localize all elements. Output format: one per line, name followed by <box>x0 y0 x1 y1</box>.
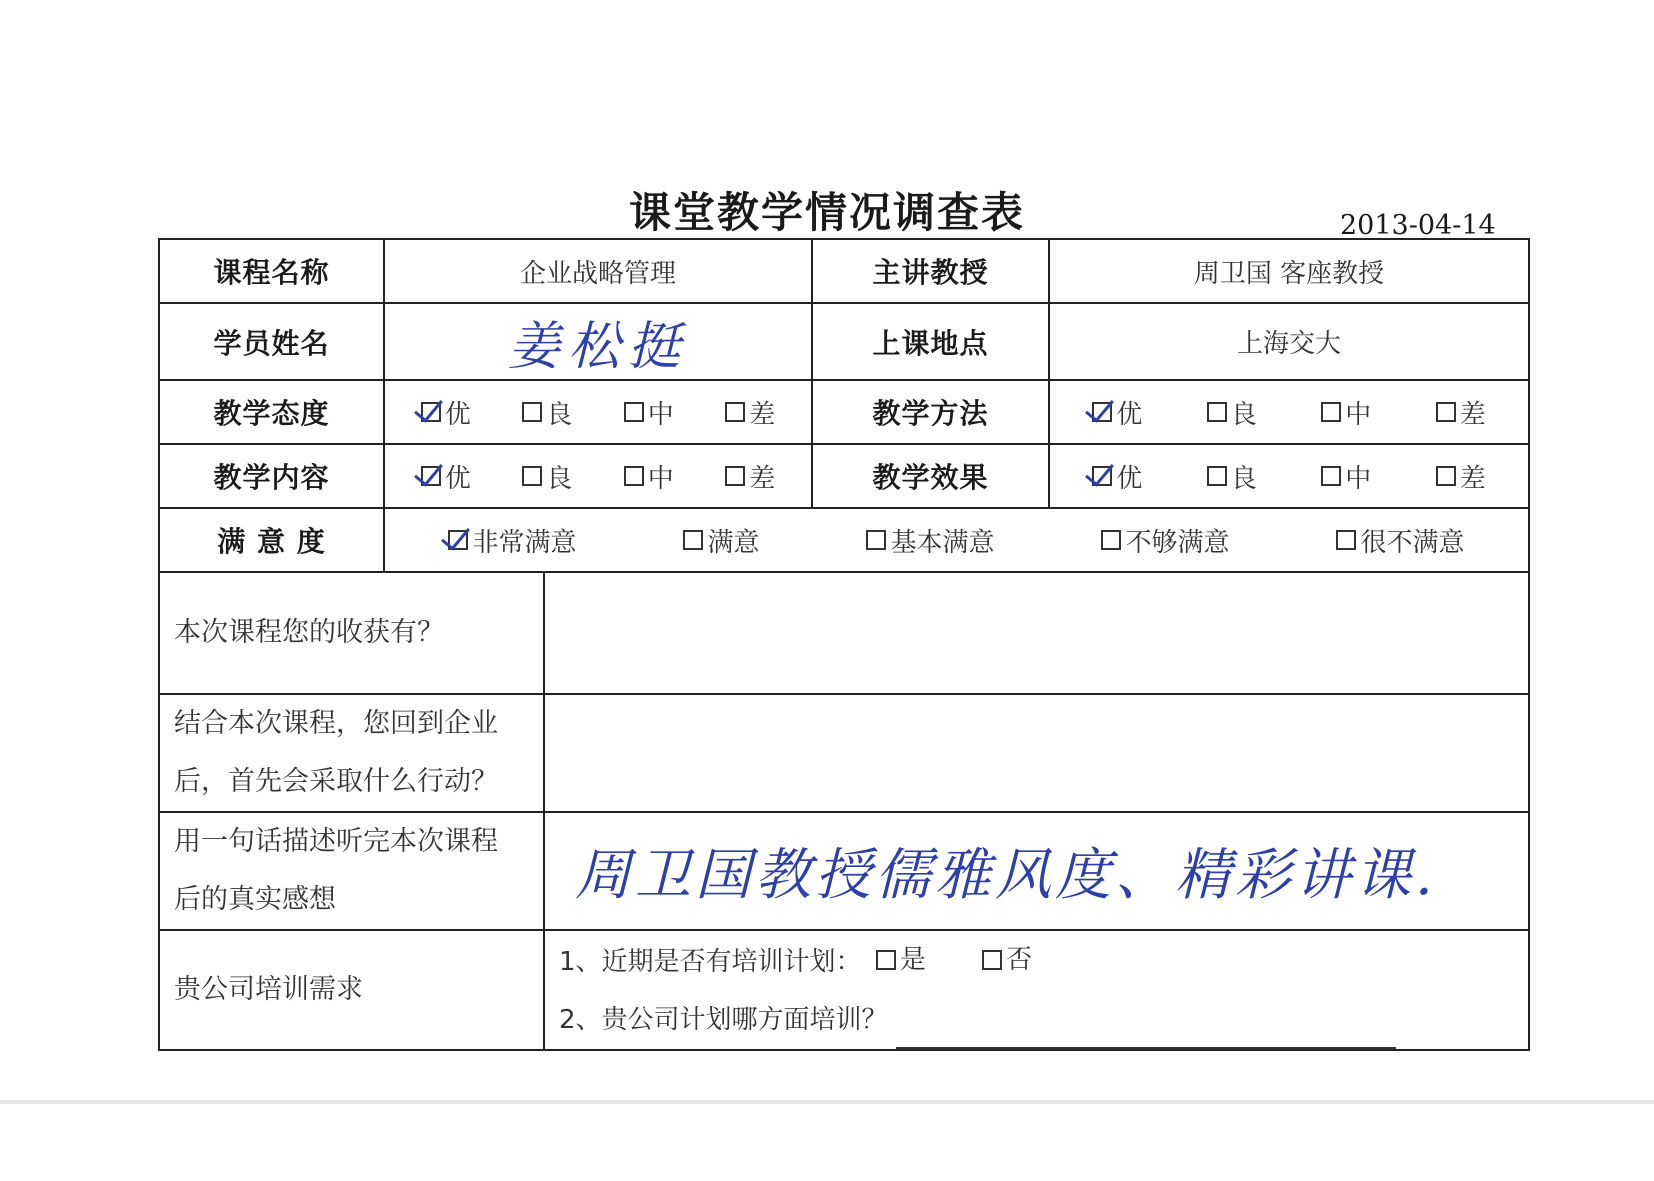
content-option[interactable] <box>421 458 471 495</box>
checkbox-icon <box>1207 466 1227 486</box>
checkbox-icon <box>624 402 644 422</box>
checkbox-icon <box>982 950 1002 970</box>
method-option[interactable] <box>1207 394 1257 431</box>
effect-option-label: 良 <box>1230 463 1257 494</box>
attitude-option-label: 差 <box>749 399 776 430</box>
form-date: 2013-04-14 <box>1340 210 1496 241</box>
method-rating <box>1049 380 1529 444</box>
satisfaction-option-label: 非常满意 <box>472 527 577 558</box>
checkbox-icon <box>1321 466 1341 486</box>
lecturer-value: 周卫国 客座教授 <box>1049 239 1529 303</box>
q1-label: 本次课程您的收获有？ <box>159 572 544 694</box>
content-option-label: 良 <box>546 463 573 494</box>
method-option[interactable] <box>1436 394 1486 431</box>
content-option-label: 差 <box>749 463 776 494</box>
training-needs <box>544 930 1529 1050</box>
lecturer-label: 主讲教授 <box>812 239 1049 303</box>
content-option[interactable] <box>522 458 572 495</box>
form-title: 课堂教学情况调查表 <box>628 188 1025 237</box>
training-yes-option[interactable] <box>876 931 926 989</box>
training-no-label: 否 <box>1006 945 1033 975</box>
attitude-option[interactable] <box>522 394 572 431</box>
satisfaction-option-label: 满意 <box>707 527 760 558</box>
checkbox-icon <box>1436 466 1456 486</box>
satisfaction-option[interactable] <box>1101 522 1229 559</box>
q2-label-line2: 后，首先会采取什么行动？ <box>174 766 498 797</box>
effect-label: 教学效果 <box>812 444 1049 508</box>
q2-label-line1: 结合本次课程，您回到企业 <box>174 708 498 739</box>
content-label: 教学内容 <box>159 444 384 508</box>
checkbox-icon <box>1321 402 1341 422</box>
q3-answer-handwritten[interactable]: 周卫国教授儒雅风度、精彩讲课. <box>544 812 1529 930</box>
checked-checkbox-icon <box>1092 402 1112 422</box>
student-name-label: 学员姓名 <box>159 303 384 380</box>
course-name-label: 课程名称 <box>159 239 384 303</box>
survey-table <box>158 238 1530 1051</box>
effect-option-label: 优 <box>1116 463 1143 494</box>
effect-option[interactable] <box>1207 458 1257 495</box>
checkbox-icon <box>1101 530 1121 550</box>
checked-checkbox-icon <box>448 530 468 550</box>
checkbox-icon <box>866 530 886 550</box>
effect-option[interactable] <box>1092 458 1142 495</box>
satisfaction-option[interactable] <box>866 522 994 559</box>
method-label: 教学方法 <box>812 380 1049 444</box>
attitude-label: 教学态度 <box>159 380 384 444</box>
satisfaction-option-label: 基本满意 <box>890 527 995 558</box>
scan-edge-shadow <box>0 1100 1654 1104</box>
effect-option-label: 中 <box>1345 463 1372 494</box>
method-option-label: 中 <box>1345 399 1372 430</box>
effect-option[interactable] <box>1321 458 1371 495</box>
training-label: 贵公司培训需求 <box>159 930 544 1050</box>
checkbox-icon <box>725 402 745 422</box>
attitude-option[interactable] <box>421 394 471 431</box>
location-label: 上课地点 <box>812 303 1049 380</box>
satisfaction-option[interactable] <box>683 522 759 559</box>
content-option[interactable] <box>725 458 775 495</box>
satisfaction-rating <box>384 508 1529 572</box>
checkbox-icon <box>683 530 703 550</box>
checked-checkbox-icon <box>1092 466 1112 486</box>
effect-option[interactable] <box>1436 458 1486 495</box>
checkbox-icon <box>725 466 745 486</box>
satisfaction-options <box>385 522 1528 559</box>
method-option-label: 优 <box>1116 399 1143 430</box>
training-q2-text: 2、贵公司计划哪方面培训？ <box>559 1005 888 1035</box>
method-option[interactable] <box>1321 394 1371 431</box>
q3-label-line2: 后的真实感想 <box>174 884 336 915</box>
q3-label <box>159 812 544 930</box>
training-q2 <box>559 991 1514 1049</box>
content-option-label: 优 <box>444 463 471 494</box>
attitude-option-label: 优 <box>444 399 471 430</box>
effect-rating <box>1049 444 1529 508</box>
attitude-option-label: 良 <box>546 399 573 430</box>
method-options <box>1050 394 1528 431</box>
method-option-label: 良 <box>1230 399 1257 430</box>
q1-answer[interactable] <box>544 572 1529 694</box>
method-option-label: 差 <box>1459 399 1486 430</box>
checked-checkbox-icon <box>421 402 441 422</box>
training-yes-label: 是 <box>899 945 926 975</box>
q2-answer[interactable] <box>544 694 1529 812</box>
content-options <box>385 458 811 495</box>
effect-options <box>1050 458 1528 495</box>
training-q1 <box>559 931 1514 991</box>
checkbox-icon <box>876 950 896 970</box>
method-option[interactable] <box>1092 394 1142 431</box>
attitude-option[interactable] <box>725 394 775 431</box>
satisfaction-label: 满 意 度 <box>159 508 384 572</box>
content-rating <box>384 444 812 508</box>
attitude-option[interactable] <box>624 394 674 431</box>
training-q2-answer-line[interactable] <box>896 1025 1396 1049</box>
location-value: 上海交大 <box>1049 303 1529 380</box>
content-option-label: 中 <box>647 463 674 494</box>
content-option[interactable] <box>624 458 674 495</box>
course-name-value: 企业战略管理 <box>384 239 812 303</box>
student-name-handwritten[interactable]: 姜松挺 <box>384 303 812 380</box>
checkbox-icon <box>1336 530 1356 550</box>
q3-label-line1: 用一句话描述听完本次课程 <box>174 826 498 857</box>
satisfaction-option[interactable] <box>448 522 576 559</box>
training-q1-text: 1、近期是否有培训计划： <box>559 947 862 977</box>
attitude-option-label: 中 <box>647 399 674 430</box>
attitude-options <box>385 394 811 431</box>
checkbox-icon <box>1436 402 1456 422</box>
checkbox-icon <box>1207 402 1227 422</box>
effect-option-label: 差 <box>1459 463 1486 494</box>
satisfaction-option-label: 很不满意 <box>1360 527 1465 558</box>
satisfaction-option-label: 不够满意 <box>1125 527 1230 558</box>
checkbox-icon <box>624 466 644 486</box>
checkbox-icon <box>522 466 542 486</box>
q2-label <box>159 694 544 812</box>
training-no-option[interactable] <box>982 931 1032 989</box>
satisfaction-option[interactable] <box>1336 522 1464 559</box>
attitude-rating <box>384 380 812 444</box>
checked-checkbox-icon <box>421 466 441 486</box>
checkbox-icon <box>522 402 542 422</box>
